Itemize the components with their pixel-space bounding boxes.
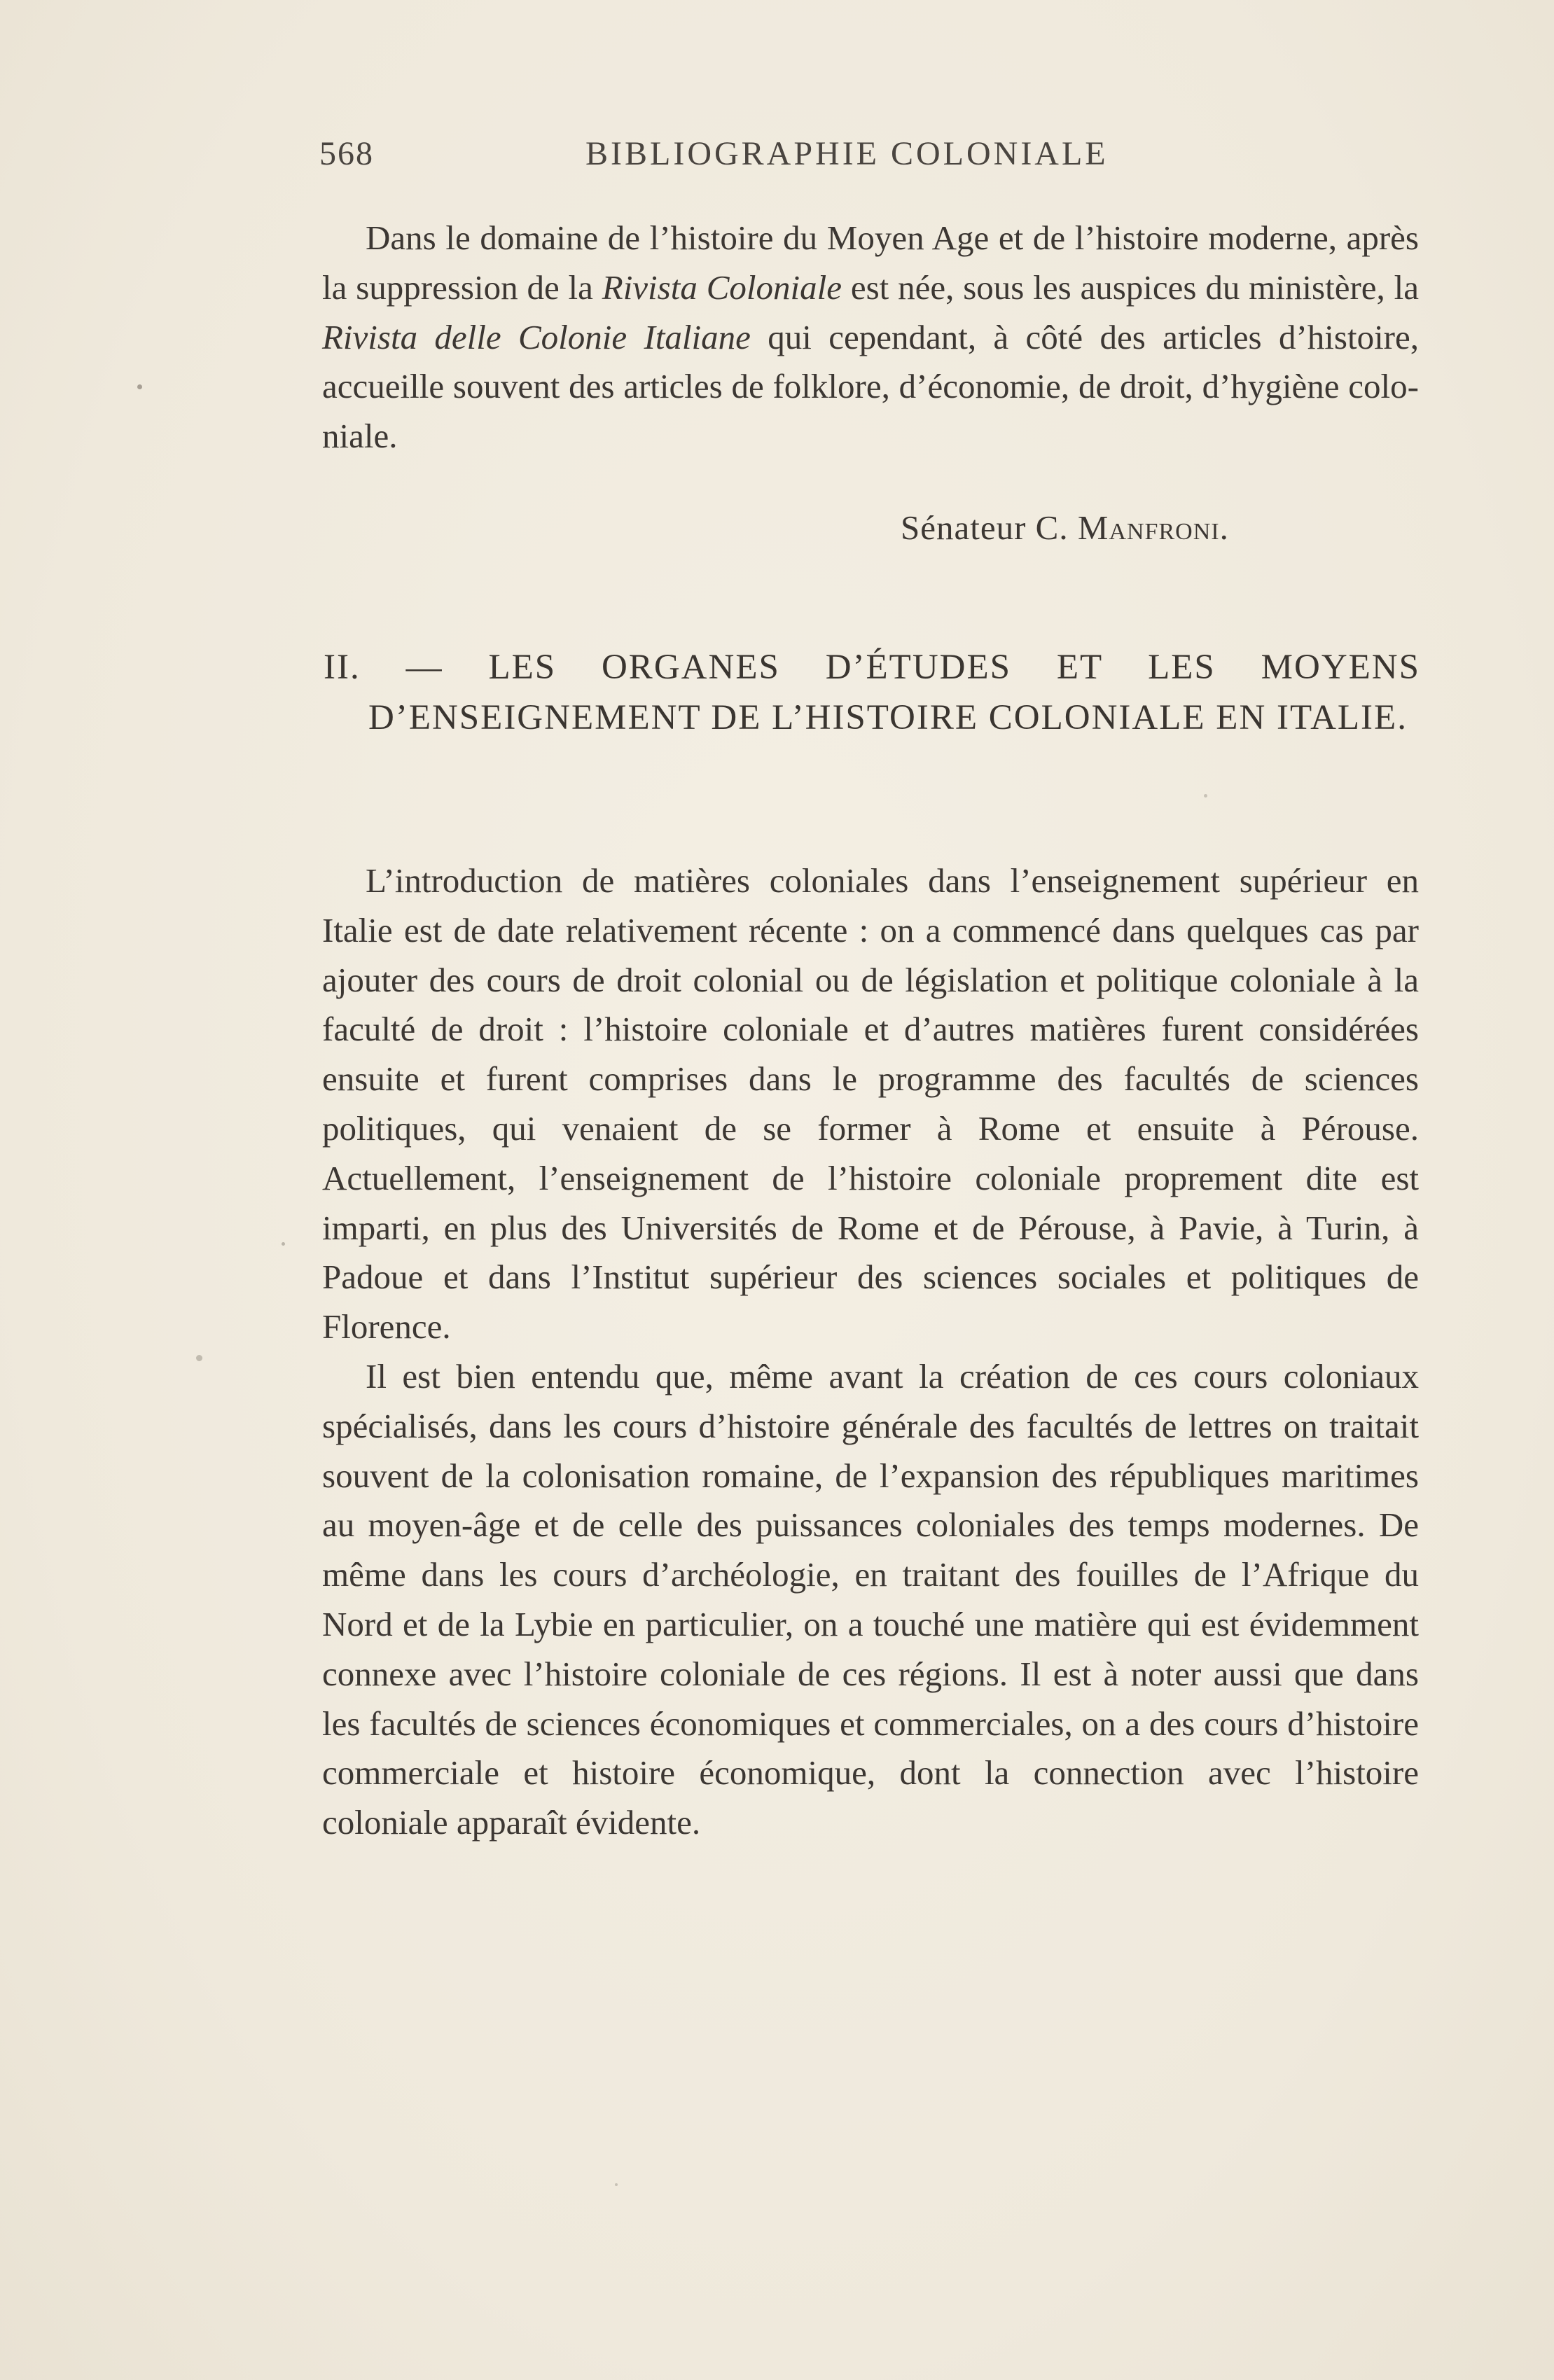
section-heading [324, 642, 1420, 743]
paragraph-introduction [322, 856, 1419, 1848]
scan-speck [137, 384, 142, 389]
paragraph-enseignement: L’introduction de matières coloniales dans l’enseignement supérieur en Italie est de date relativement récente : on a commencé dans quelques cas par ajouter des cours de droit colonial ou de législation et politique coloniale à la faculté de droit : l’histoire coloniale et d’autres matières furent considérées ensuite et furent comprises dans le programme des facultés de sciences politiques, qui venaient de se former à Rome et ensuite à Pérouse. Actuellement, l’enseignement de l’histoire coloniale proprement dite est imparti, en plus des Universités de Rome et de Pérouse, à Pavie, à Turin, à Padoue et dans l’Institut supérieur des sciences sociales et politiques de Florence. [322, 861, 1419, 1346]
scan-speck [196, 1355, 202, 1361]
scan-speck [615, 2183, 618, 2186]
page-number: 568 [319, 135, 374, 172]
scan-speck [1204, 794, 1207, 798]
author-signature [901, 508, 1229, 548]
paragraph-moyen-age [322, 214, 1419, 461]
paragraph-cours: Il est bien entendu que, même avant la création de ces cours coloniaux spécialisés, dans les cours d’histoire générale des facultés de lettres on traitait souvent de la colonisation romaine, de l’expansion des républiques maritimes au moyen-âge et de celle des puissances coloniales des temps modernes. De même dans les cours d’archéologie, en traitant des fouilles de l’Afrique du Nord et de la Lybie en particulier, on a touché une matière qui est évidemment connexe avec l’histoire coloniale de ces régions. Il est à noter aussi que dans les facultés de sciences économiques et commerciales, on a des cours d’histoire commerciale et histoire économique, dont la connection avec l’histoire coloniale apparaît évidente. [322, 1356, 1419, 1842]
paragraph-text: qui cependant, à côté des articles d’histoire, accueille souvent des articles de folklore, d’économie, de droit, d’hygiène coloniale. [322, 317, 1419, 456]
paragraph-text: est née, sous les auspices du ministère, la [841, 267, 1419, 307]
section-heading-text: II. — LES ORGANES D’ÉTUDES ET LES MOYENS D’ENSEIGNEMENT DE L’HISTOIRE COLONIALE EN ITALIE. [324, 648, 1420, 737]
signature-prefix: Sénateur C. [901, 508, 1078, 547]
paragraph-body [322, 214, 1419, 461]
running-head [319, 134, 1417, 183]
running-title: BIBLIOGRAPHIE COLONIALE [585, 135, 1109, 172]
paragraph-text: Dans le domaine de l’histoire du Moyen Age et de l’histoire moderne, après la suppression de la [322, 218, 1419, 307]
signature-name: Manfroni. [1077, 508, 1229, 547]
scan-speck [282, 1242, 285, 1246]
journal-title-rivista-coloniale: Rivista Coloniale [602, 267, 842, 307]
journal-title-rivista-delle-colonie: Rivista delle Colonie Italiane [322, 317, 751, 356]
